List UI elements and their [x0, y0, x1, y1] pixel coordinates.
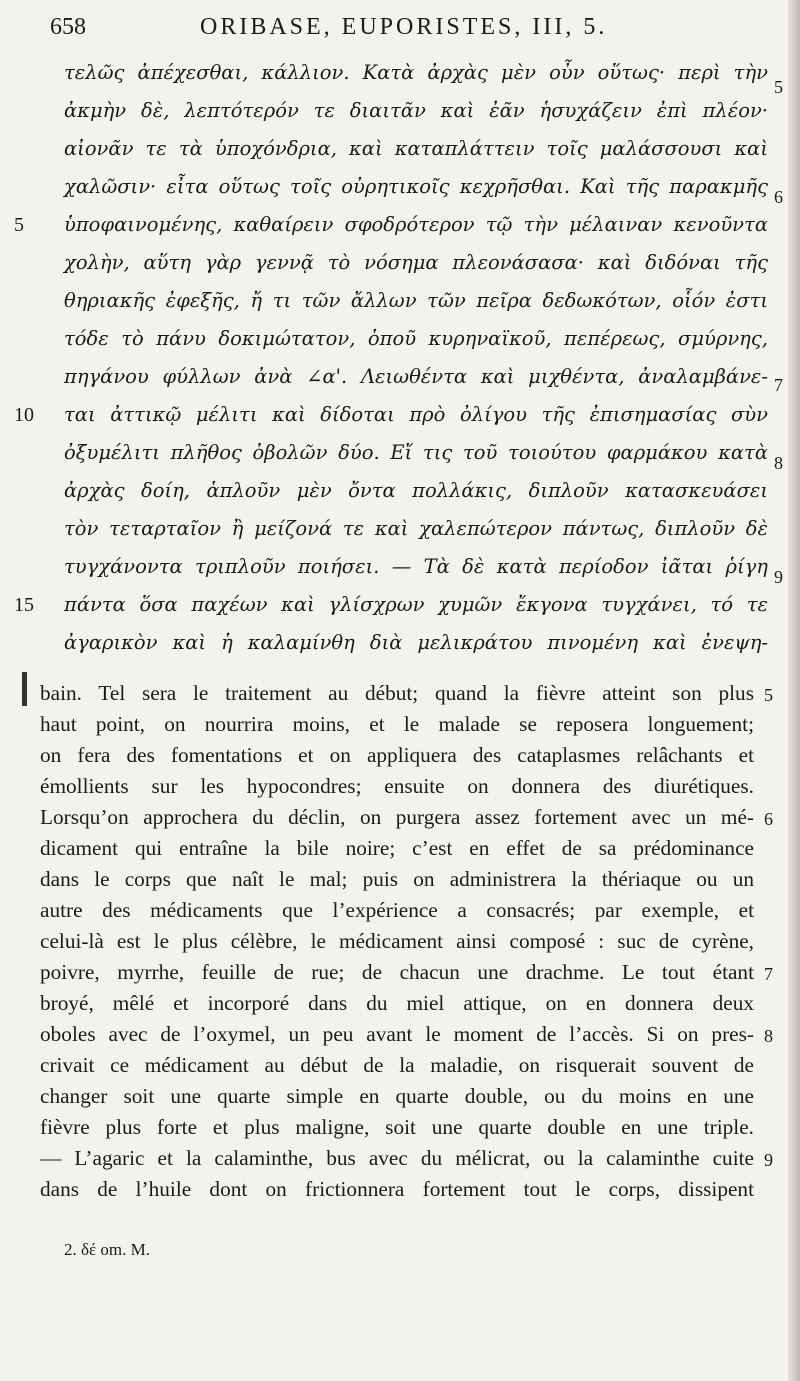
margin-bar-mark	[22, 672, 27, 706]
page-number: 658	[50, 14, 86, 40]
greek-line: ὀξυμέλιτι πλῆθος ὀβολῶν δύο. Εἴ τις τοῦ τοιούτου φαρμάκου κατὰ	[64, 441, 768, 464]
greek-line: ἀρχὰς δοίη, ἁπλοῦν μὲν ὄντα πολλάκις, διπλοῦν κατασκευάσει	[64, 479, 768, 502]
greek-line: χαλῶσιν· εἶτα οὕτως τοῖς οὐρητικοῖς κεχρῆσθαι. Καὶ τῆς παρακμῆς	[64, 175, 768, 198]
line-number: 15	[14, 594, 34, 616]
french-line: Lorsqu’on approchera du déclin, on purgera assez fortement avec un mé-	[40, 805, 754, 829]
greek-line: τὸν τεταρταῖον ἢ μείζονά τε καὶ χαλεπώτερον πάντως, διπλοῦν δὲ	[64, 517, 768, 540]
french-line: oboles avec de l’oxymel, un peu avant le moment de l’accès. Si on pres-	[40, 1022, 754, 1046]
section-number: 6	[774, 187, 783, 207]
page-edge-shadow	[788, 0, 800, 1381]
greek-line: ἀγαρικὸν καὶ ἡ καλαμίνθη διὰ μελικράτου πινομένη καὶ ἐνεψη-	[64, 631, 768, 654]
french-line: émollients sur les hypocondres; ensuite on donnera des diurétiques.	[40, 774, 754, 798]
line-number: 5	[14, 214, 24, 236]
section-number: 8	[764, 1026, 773, 1046]
french-line: haut point, on nourrira moins, et le malade se reposera longuement;	[40, 712, 754, 736]
french-line: on fera des fomentations et on appliquera des cataplasmes relâchants et	[40, 743, 754, 767]
greek-line: ὑποφαινομένης, καθαίρειν σφοδρότερον τῷ τὴν μέλαιναν κενοῦντα	[64, 213, 768, 236]
greek-line: θηριακῆς ἐφεξῆς, ἤ τι τῶν ἄλλων τῶν πεῖρα δεδωκότων, οἷόν ἐστι	[64, 289, 768, 312]
french-line: — L’agaric et la calaminthe, bus avec du mélicrat, ou la calaminthe cuite	[40, 1146, 754, 1170]
french-line: fièvre plus forte et plus maligne, soit une quarte double en une triple.	[40, 1115, 754, 1139]
greek-line: χολὴν, αὕτη γὰρ γεννᾷ τὸ νόσημα πλεονάσασα· καὶ διδόναι τῆς	[64, 251, 768, 274]
french-line: crivait ce médicament au début de la maladie, on risquerait souvent de	[40, 1053, 754, 1077]
greek-line: αἰονᾶν τε τὰ ὑποχόνδρια, καὶ καταπλάττειν τοῖς μαλάσσουσι καὶ	[64, 137, 768, 160]
greek-line: τυγχάνοντα τριπλοῦν ποιήσει. — Τὰ δὲ κατὰ περίοδον ἰᾶται ῥίγη	[64, 555, 768, 578]
section-number: 5	[764, 685, 773, 705]
french-line: dans de l’huile dont on frictionnera fortement tout le corps, dissipent	[40, 1177, 754, 1201]
greek-line: πάντα ὅσα παχέων καὶ γλίσχρων χυμῶν ἔκγονα τυγχάνει, τό τε	[64, 593, 768, 616]
section-number: 7	[764, 964, 773, 984]
greek-line: ἀκμὴν δὲ, λεπτότερόν τε διαιτᾶν καὶ ἐᾶν ἡσυχάζειν ἐπὶ πλέον·	[64, 99, 768, 122]
french-line: poivre, myrrhe, feuille de rue; de chacun une drachme. Le tout étant	[40, 960, 754, 984]
page-header	[0, 14, 800, 50]
section-number: 9	[774, 567, 783, 587]
running-head: ORIBASE, EUPORISTES, III, 5.	[200, 14, 608, 40]
greek-line: πηγάνου φύλλων ἀνὰ ∠α'. Λειωθέντα καὶ μιχθέντα, ἀναλαμβάνε-	[64, 365, 768, 388]
section-number: 8	[774, 453, 783, 473]
french-line: changer soit une quarte simple en quarte double, ou du moins en une	[40, 1084, 754, 1108]
greek-line: τελῶς ἀπέχεσθαι, κάλλιον. Κατὰ ἀρχὰς μὲν οὖν οὕτως· περὶ τὴν	[64, 61, 768, 84]
french-line: broyé, mêlé et incorporé dans du miel attique, on en donnera deux	[40, 991, 754, 1015]
greek-line: τόδε τὸ πάνυ δοκιμώτατον, ὁποῦ κυρηναϊκοῦ, πεπέρεως, σμύρνης,	[64, 327, 768, 350]
french-line: dans le corps que naît le mal; puis on administrera la thériaque ou un	[40, 867, 754, 891]
section-number: 7	[774, 375, 783, 395]
french-line: bain. Tel sera le traitement au début; quand la fièvre atteint son plus	[40, 681, 754, 705]
footnote: 2. δέ om. M.	[64, 1240, 150, 1259]
section-number: 9	[764, 1150, 773, 1170]
greek-line: ται ἀττικῷ μέλιτι καὶ δίδοται πρὸ ὀλίγου τῆς ἐπισημασίας σὺν	[64, 403, 768, 426]
french-line: autre des médicaments que l’expérience a consacrés; par exemple, et	[40, 898, 754, 922]
section-number: 6	[764, 809, 773, 829]
french-line: dicament qui entraîne la bile noire; c’est en effet de sa prédominance	[40, 836, 754, 860]
line-number: 10	[14, 404, 34, 426]
french-line: celui-là est le plus célèbre, le médicament ainsi composé : suc de cyrène,	[40, 929, 754, 953]
section-number: 5	[774, 77, 783, 97]
